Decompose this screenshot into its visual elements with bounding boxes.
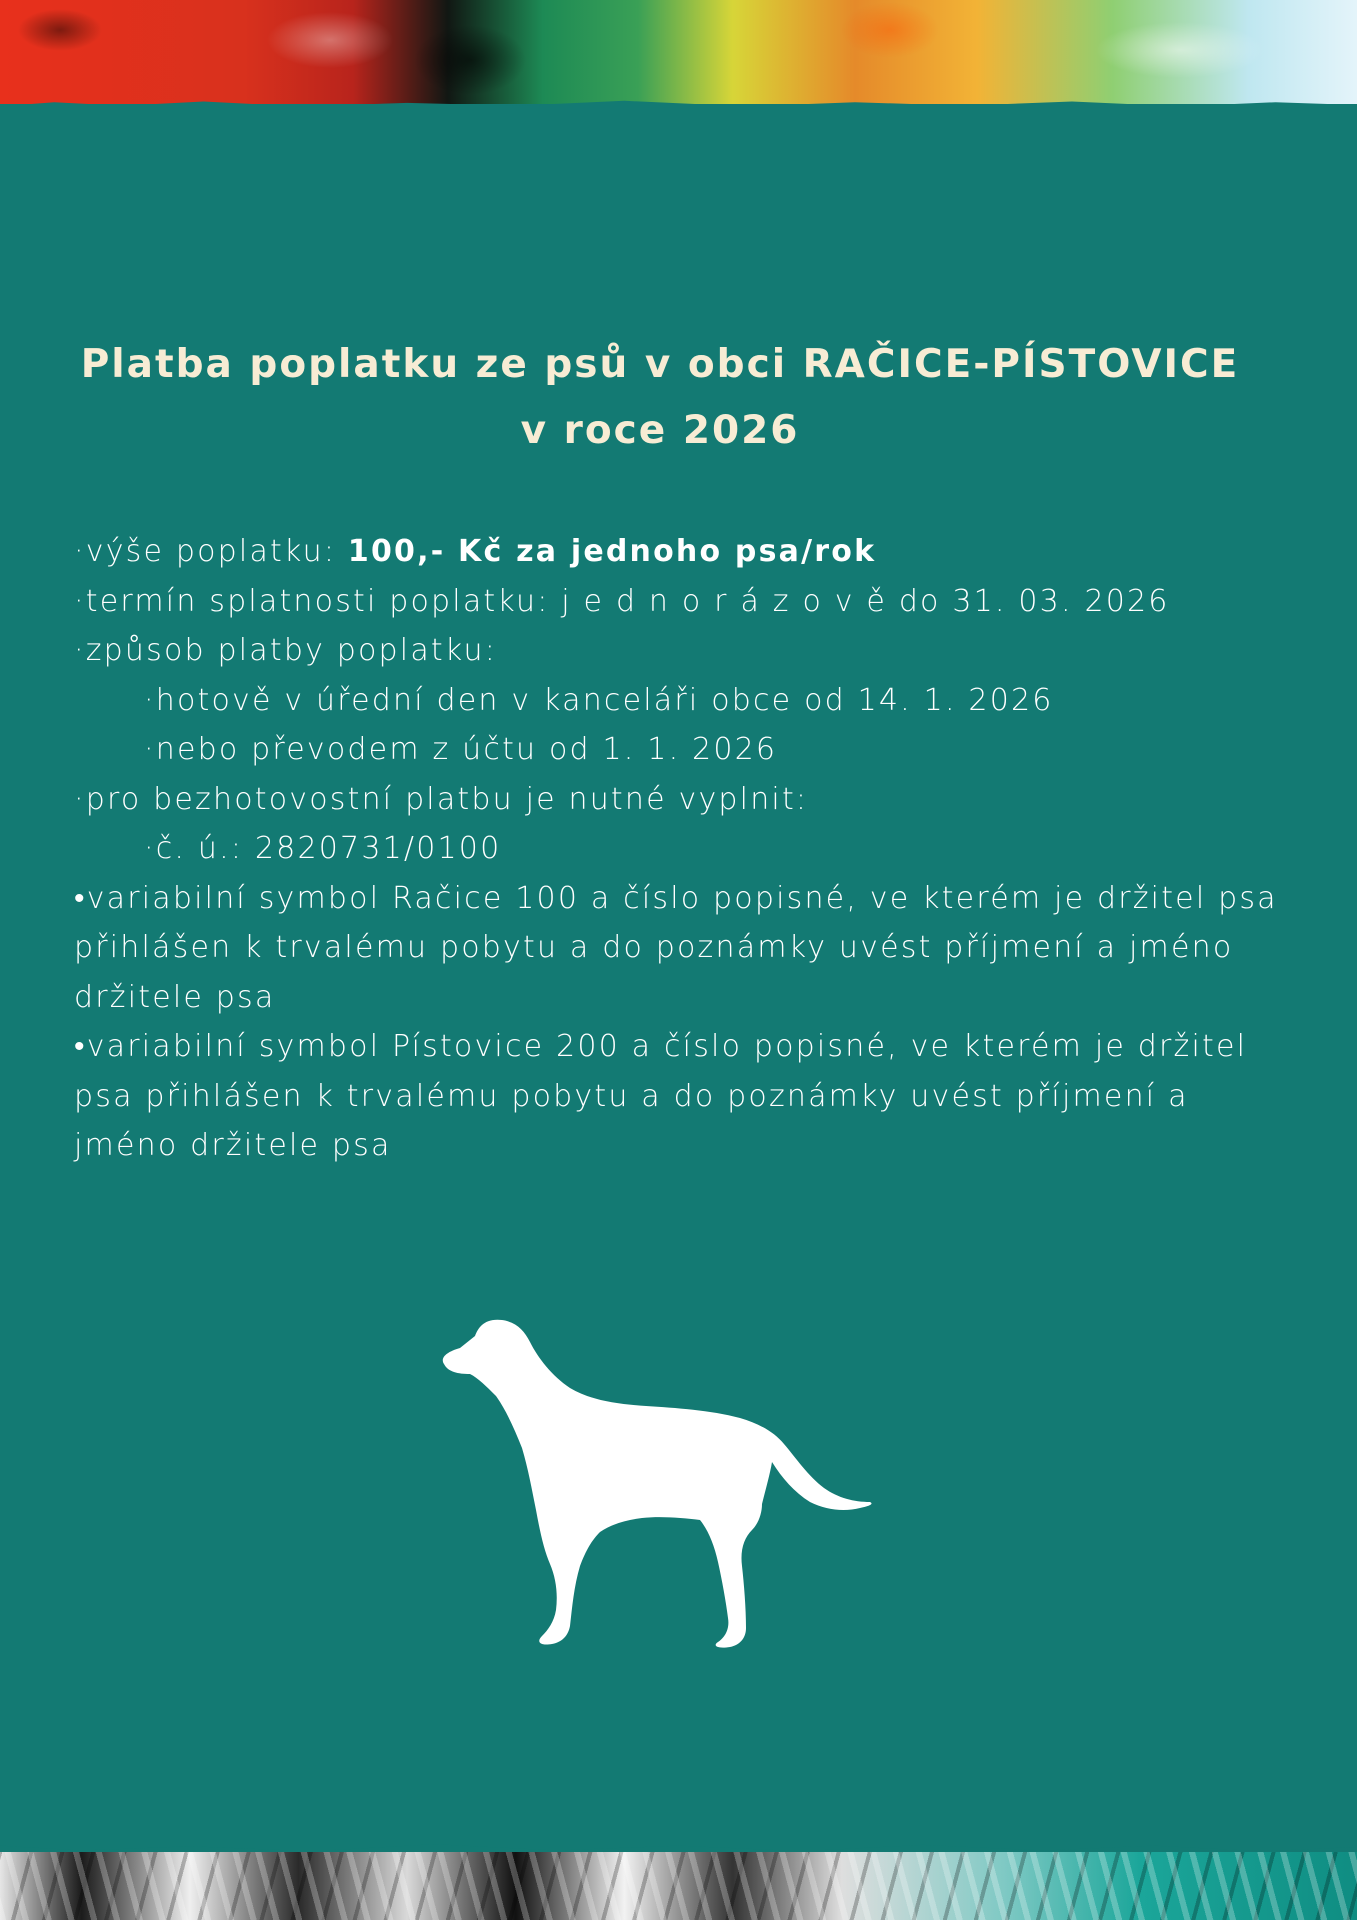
fee-label: ·výše poplatku: [74, 534, 348, 569]
page-title [40, 332, 1280, 464]
bottom-paint-texture [0, 1845, 1357, 1920]
payment-transfer-line: ·nebo převodem z účtu od 1. 1. 2026 [144, 732, 778, 767]
dog-silhouette-icon [440, 1318, 880, 1648]
payment-cash-line: ·hotově v úřední den v kanceláři obce od 14. 1. 2026 [144, 682, 1054, 718]
fee-amount-line [74, 527, 1304, 577]
variable-symbol-racice: •variabilní symbol Račice 100 a číslo popisné, ve kterém je držitel psa přihlášen k trvalému pobytu a do poznámky uvést příjmení a jméno držitele psa [74, 880, 1278, 1015]
title-line-2: v roce 2026 [520, 408, 800, 453]
payment-method-label: ·způsob platby poplatku: [74, 633, 498, 668]
deadline-line: ·termín splatnosti poplatku: j e d n o r á z o v ě do 31. 03. 2026 [74, 583, 1170, 619]
fee-value: 100,- Kč za jednoho psa/rok [347, 534, 877, 569]
account-number-line: ·č. ú.: 2820731/0100 [144, 831, 502, 866]
cashless-label: ·pro bezhotovostní platbu je nutné vyplnit: [74, 781, 809, 817]
title-line-1: Platba poplatku ze psů v obci RAČICE-PÍSTOVICE [80, 342, 1240, 387]
variable-symbol-pistovice: •variabilní symbol Pístovice 200 a číslo popisné, ve kterém je držitel psa přihlášen k trvalému pobytu a do poznámky uvést příjmení a jméno držitele psa [74, 1029, 1248, 1163]
fee-info-list [74, 527, 1304, 1171]
top-paint-texture [0, 0, 1357, 118]
